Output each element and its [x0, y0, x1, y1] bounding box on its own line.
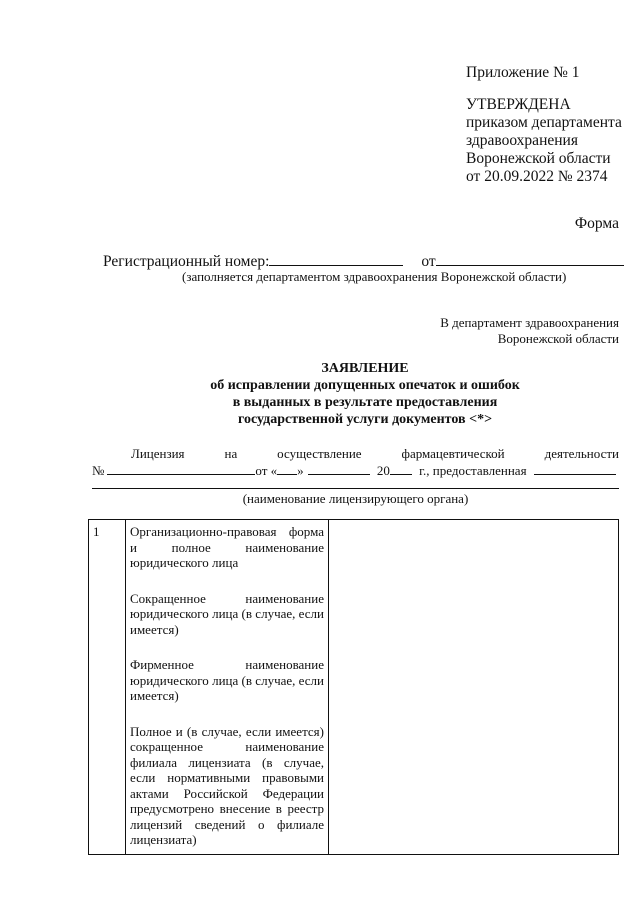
license-word-2: на	[224, 446, 238, 461]
license-year-field[interactable]	[390, 462, 412, 475]
authority-note: (наименование лицензирующего органа)	[242, 491, 469, 506]
registration-label: Регистрационный номер:	[103, 253, 270, 270]
order-line-4: от 20.09.2022 № 2374	[466, 168, 608, 185]
license-word-1: Лицензия	[131, 446, 185, 461]
title-line-4: государственной услуги документов <*>	[237, 412, 493, 427]
title-line-3: в выданных в результате предоставления	[232, 395, 498, 410]
order-line-2: здравоохранения	[466, 132, 578, 149]
form-table	[88, 519, 619, 855]
registration-date-field[interactable]	[436, 253, 624, 266]
license-word-5: деятельности	[544, 446, 619, 461]
order-line-1: приказом департамента	[466, 114, 622, 131]
license-month-field[interactable]	[308, 462, 370, 475]
addressee-line-2: Воронежской области	[497, 331, 619, 346]
license-from-label: от «	[255, 463, 278, 478]
title-line-2: об исправлении допущенных опечаток и ошибок	[210, 378, 520, 393]
label-brand-name: Фирменное наименование юридического лица (в случае, если имеется)	[130, 657, 324, 703]
registration-number-field[interactable]	[269, 253, 403, 266]
registration-from-label: от	[421, 253, 436, 270]
license-day-field[interactable]	[277, 462, 297, 475]
license-word-4: фармацевтической	[401, 446, 505, 461]
addressee-line-1: В департамент здравоохранения	[440, 315, 619, 330]
license-issued-label: г., предоставленная	[419, 463, 527, 478]
license-details-row	[92, 462, 616, 479]
license-sentence	[131, 446, 619, 462]
license-issuer-field[interactable]	[534, 462, 616, 475]
addressee	[440, 315, 619, 347]
row-labels	[126, 520, 329, 855]
form-label: Форма	[574, 215, 619, 232]
table-row	[89, 520, 619, 855]
label-branch-name: Полное и (в случае, если имеется) сокращенное наименование филиала лицензиата (в случае, если нормативными правовыми актами Российской Федерации предусмотрено внесение в реестр лицензий сведений о филиале лицензиата)	[130, 723, 324, 847]
label-short-name: Сокращенное наименование юридического лица (в случае, если имеется)	[130, 590, 324, 637]
registration-note: (заполняется департаментом здравоохранения Воронежской области)	[182, 269, 567, 284]
license-number-field[interactable]	[107, 462, 255, 475]
appendix-number: Приложение № 1	[466, 64, 580, 81]
license-quote-close: »	[297, 463, 304, 478]
license-no-label: №	[92, 463, 105, 478]
license-year-label: 20	[376, 463, 390, 478]
authority-field-line[interactable]	[92, 488, 619, 489]
license-word-3: осуществление	[277, 446, 362, 461]
title-line-1: ЗАЯВЛЕНИЕ	[321, 361, 409, 376]
order-line-3: Воронежской области	[466, 150, 611, 167]
approved-heading: УТВЕРЖДЕНА	[466, 96, 571, 113]
row-value-cell[interactable]	[329, 520, 619, 855]
label-full-name: Организационно-правовая форма и полное наименование юридического лица	[130, 524, 324, 570]
document-title	[160, 360, 570, 428]
row-number: 1	[89, 520, 126, 855]
